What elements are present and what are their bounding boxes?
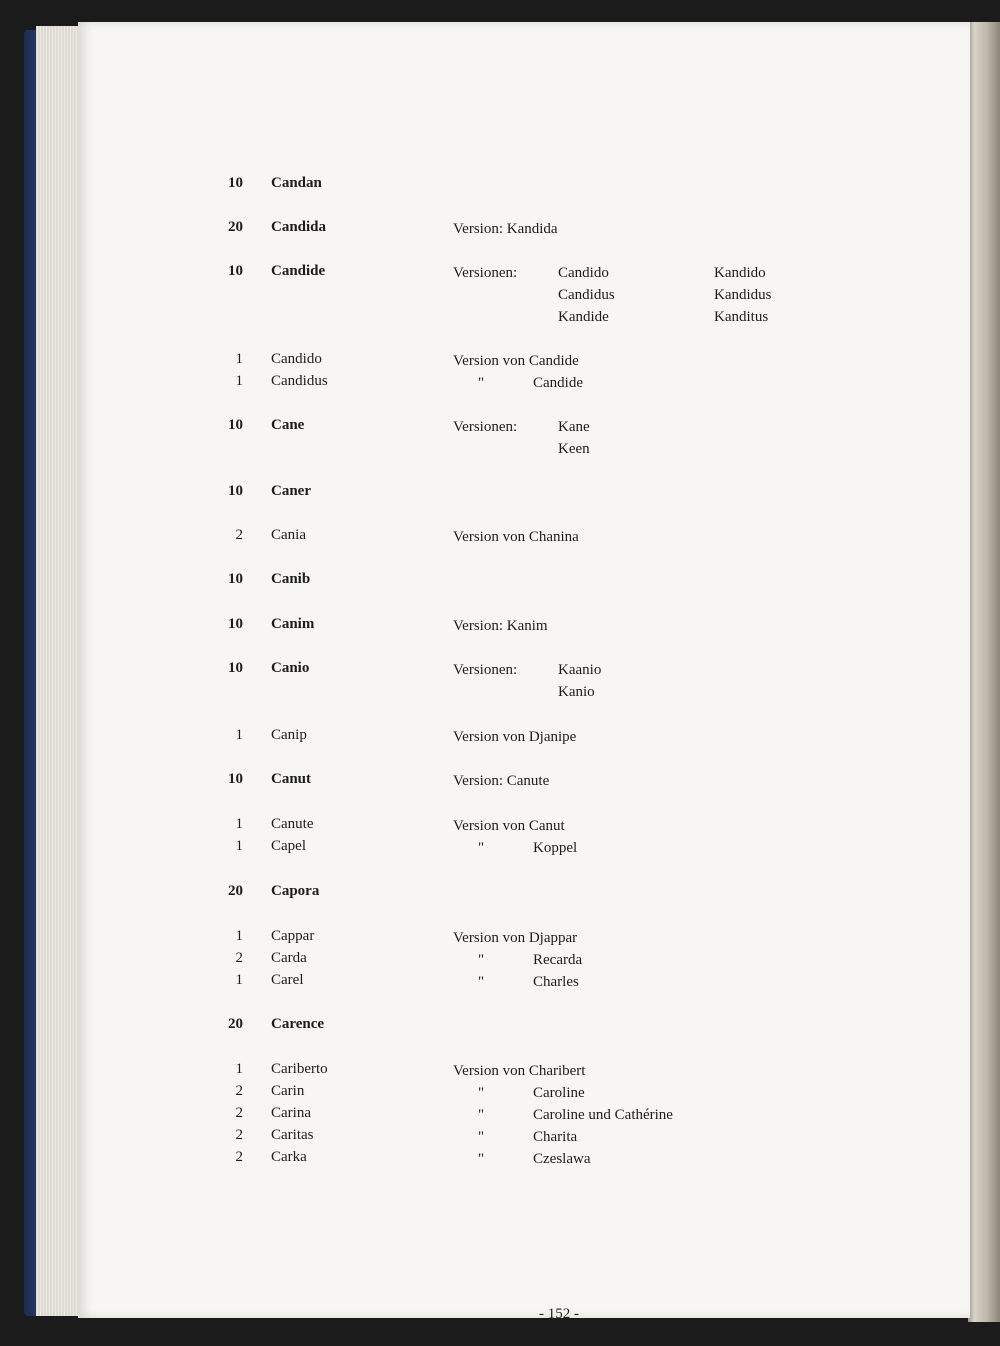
version-text: Versionen: — [453, 419, 518, 435]
entry-name: Canute — [271, 816, 314, 832]
entry-count: 20 — [228, 219, 243, 235]
entry-name: Cariberto — [271, 1061, 328, 1077]
entry-name: Canio — [271, 660, 310, 676]
entry-count: 10 — [228, 771, 243, 787]
entry-count: 10 — [228, 483, 243, 499]
entry-name: Canut — [271, 771, 312, 787]
version-text: " — [478, 952, 485, 968]
version-text: Kandido — [714, 265, 766, 281]
version-text: Candido — [558, 265, 609, 281]
entry-count: 20 — [228, 883, 243, 899]
entry-name: Cania — [271, 527, 306, 543]
version-text: Kanio — [558, 684, 595, 700]
entry-name: Carin — [271, 1083, 305, 1099]
entry-name: Carka — [271, 1149, 307, 1165]
version-text: " — [478, 1129, 485, 1145]
entry-name: Candido — [271, 351, 322, 367]
entry-count: 1 — [235, 816, 243, 832]
entry-name: Cappar — [271, 928, 315, 944]
entry-count: 1 — [235, 351, 243, 367]
version-text: Version von Canut — [453, 818, 565, 834]
version-text: Version: Canute — [453, 773, 550, 789]
entry-name: Candan — [271, 175, 322, 191]
entry-name: Cane — [271, 417, 305, 433]
entry-count: 1 — [235, 373, 243, 389]
entry-name: Caner — [271, 483, 311, 499]
entry-name: Candidus — [271, 373, 328, 389]
version-text: Versionen: — [453, 662, 518, 678]
version-text: " — [478, 974, 485, 990]
version-text: Version von Chanina — [453, 529, 579, 545]
page-number: - 152 - — [539, 1306, 579, 1322]
entry-count: 2 — [235, 1149, 243, 1165]
version-text: " — [478, 1085, 485, 1101]
entry-count: 2 — [235, 1083, 243, 1099]
entry-count: 1 — [235, 838, 243, 854]
entry-name: Capora — [271, 883, 320, 899]
entry-count: 10 — [228, 660, 243, 676]
version-text: Version von Charibert — [453, 1063, 586, 1079]
version-text: Version: Kandida — [453, 221, 558, 237]
entry-name: Candide — [271, 263, 326, 279]
version-text: Version von Candide — [453, 353, 579, 369]
entry-name: Capel — [271, 838, 306, 854]
version-text: Kandide — [558, 309, 609, 325]
version-text: Candide — [533, 375, 583, 391]
entry-name: Canib — [271, 571, 311, 587]
entry-count: 10 — [228, 175, 243, 191]
version-text: Charles — [533, 974, 579, 990]
version-text: Koppel — [533, 840, 578, 856]
entry-name: Carina — [271, 1105, 311, 1121]
version-text: Version von Djappar — [453, 930, 578, 946]
version-text: Recarda — [533, 952, 583, 968]
next-page-edge — [968, 22, 1000, 1322]
version-text: " — [478, 375, 485, 391]
entry-count: 2 — [235, 1105, 243, 1121]
entry-name: Carel — [271, 972, 304, 988]
entry-count: 10 — [228, 417, 243, 433]
version-text: Candidus — [558, 287, 615, 303]
entry-count: 1 — [235, 928, 243, 944]
entry-count: 10 — [228, 616, 243, 632]
version-text: Version: Kanim — [453, 618, 548, 634]
version-text: Caroline und Cathérine — [533, 1107, 673, 1123]
version-text: " — [478, 1151, 485, 1167]
entry-count: 10 — [228, 263, 243, 279]
entry-count: 20 — [228, 1016, 243, 1032]
version-text: Keen — [558, 441, 590, 457]
version-text: Charita — [533, 1129, 578, 1145]
version-text: Version von Djanipe — [453, 729, 577, 745]
entry-count: 1 — [235, 972, 243, 988]
entry-name: Candida — [271, 219, 327, 235]
entry-name: Canim — [271, 616, 315, 632]
version-text: Kaanio — [558, 662, 602, 678]
entry-count: 1 — [235, 1061, 243, 1077]
version-text: " — [478, 1107, 485, 1123]
version-text: Versionen: — [453, 265, 518, 281]
version-text: Kandidus — [714, 287, 772, 303]
entry-name: Carence — [271, 1016, 325, 1032]
version-text: Kanditus — [714, 309, 769, 325]
entry-count: 2 — [235, 950, 243, 966]
entry-name: Caritas — [271, 1127, 314, 1143]
entry-count: 10 — [228, 571, 243, 587]
version-text: Kane — [558, 419, 590, 435]
version-text: Czeslawa — [533, 1151, 591, 1167]
entry-name: Carda — [271, 950, 307, 966]
version-text: " — [478, 840, 485, 856]
book-page — [78, 22, 970, 1322]
entry-count: 1 — [235, 727, 243, 743]
entry-count: 2 — [235, 527, 243, 543]
entry-count: 2 — [235, 1127, 243, 1143]
version-text: Caroline — [533, 1085, 585, 1101]
entry-name: Canip — [271, 727, 307, 743]
